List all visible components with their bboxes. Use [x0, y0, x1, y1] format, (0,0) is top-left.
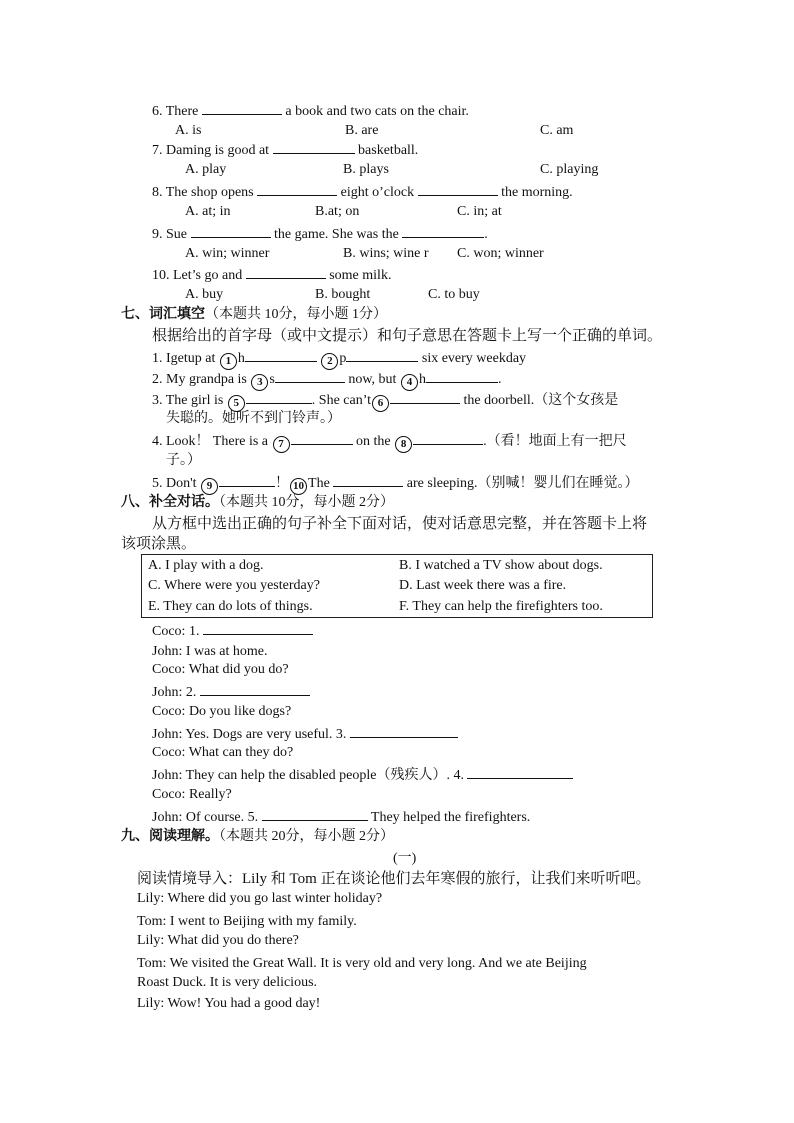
choice-d: D. Last week there was a fire.	[399, 578, 567, 593]
circled-number: 2	[321, 353, 338, 370]
question-text: 8. The shop opens	[152, 185, 258, 200]
option-c: C. to buy	[428, 287, 480, 302]
question-text: on the	[352, 434, 395, 449]
answer-blank	[191, 224, 271, 238]
question-text: the doorbell.（这个女孩是	[460, 393, 619, 408]
choice-f: F. They can help the firefighters too.	[399, 599, 603, 614]
answer-blank	[245, 348, 317, 362]
circled-number: 5	[228, 395, 245, 412]
option-b: B.at; on	[315, 204, 360, 219]
vocab-question-3-cont: 失聪的。她听不到门铃声。）	[166, 411, 341, 426]
question-text: eight o’clock	[337, 185, 418, 200]
question-text: 9. Sue	[152, 227, 191, 242]
dialogue-line	[152, 703, 291, 721]
question-text: 5. Don't	[152, 476, 201, 491]
answer-blank	[275, 369, 345, 383]
question-text: .	[484, 227, 488, 242]
option-a: A. buy	[185, 287, 224, 302]
question-text: basketball.	[354, 143, 419, 158]
section-title: 七、词汇填空	[121, 307, 205, 322]
question-text: are sleeping.（别喊！婴儿们在睡觉。）	[403, 476, 639, 491]
circled-number: 3	[251, 374, 268, 391]
choice-e: E. They can do lots of things.	[148, 599, 313, 614]
option-b: B. wins; wine r	[343, 246, 429, 261]
answer-blank	[202, 101, 282, 115]
vocab-question-4-cont: 子。）	[166, 453, 201, 468]
answer-blank	[246, 390, 312, 404]
section-7-heading	[121, 306, 387, 324]
option-b: B. bought	[315, 287, 371, 302]
reading-intro: 阅读情境导入：Lily 和 Tom 正在谈论他们去年寒假的旅行，让我们来听听吧。	[137, 871, 651, 887]
passage-line: Lily: Where did you go last winter holiday?	[137, 891, 383, 906]
section-note: （本题共 10分，每小题 1分）	[205, 307, 387, 322]
dialogue-text: John: Of course. 5.	[152, 810, 262, 825]
answer-blank	[402, 224, 484, 238]
option-c: C. am	[540, 123, 574, 138]
choice-b: B. I watched a TV show about dogs.	[399, 558, 603, 573]
section-8-heading	[121, 494, 394, 512]
initial-letter: h	[418, 372, 426, 387]
answer-blank	[219, 473, 275, 487]
passage-line: Tom: I went to Beijing with my family.	[137, 914, 357, 929]
dialogue-line	[152, 661, 289, 679]
question-8	[152, 182, 573, 202]
choice-a: A. I play with a dog.	[148, 558, 264, 573]
answer-blank	[262, 807, 368, 821]
circled-number: 9	[201, 478, 218, 495]
answer-blank	[246, 265, 326, 279]
section-7-instruction: 根据给出的首字母（或中文提示）和句子意思在答题卡上写一个正确的单词。	[152, 328, 663, 344]
question-text: 7. Daming is good at	[152, 143, 273, 158]
question-text: some milk.	[325, 268, 392, 283]
vocab-question-2	[152, 369, 501, 391]
dialogue-line	[152, 724, 458, 744]
section-note: （本题共 10分，每小题 2分）	[219, 495, 394, 510]
passage-line: Lily: What did you do there?	[137, 933, 299, 948]
answer-blank	[413, 431, 483, 445]
answer-blank	[390, 390, 460, 404]
option-b: B. plays	[343, 162, 389, 177]
question-text: 3. The girl is	[152, 393, 227, 408]
circled-number: 4	[401, 374, 418, 391]
dialogue-text: Coco: What did you do?	[152, 662, 289, 677]
passage-line: Tom: We visited the Great Wall. It is very old and very long. And we ate Beijing	[137, 956, 587, 971]
section-8-instruction-cont: 该项涂黑。	[121, 536, 197, 552]
option-a: A. is	[175, 123, 202, 138]
question-text: 10. Let’s go and	[152, 268, 246, 283]
question-text: the morning.	[497, 185, 573, 200]
vocab-question-3	[152, 390, 618, 412]
dialogue-line	[152, 682, 310, 702]
dialogue-line	[152, 765, 573, 785]
dialogue-line	[152, 744, 293, 762]
question-text: 4. Look！ There is a	[152, 434, 272, 449]
answer-blank	[200, 682, 310, 696]
option-a: A. play	[185, 162, 227, 177]
passage-line: Lily: Wow! You had a good day!	[137, 996, 321, 1011]
answer-blank	[203, 621, 313, 635]
answer-blank	[350, 724, 458, 738]
question-text: six every weekday	[418, 351, 527, 366]
question-text: ！	[275, 476, 290, 491]
question-text: .（看！地面上有一把尺	[483, 434, 627, 449]
option-b: B. are	[345, 123, 379, 138]
dialogue-text: John: They can help the disabled people（残疾人）. 4.	[152, 768, 468, 783]
question-7	[152, 140, 418, 160]
vocab-question-1	[152, 348, 526, 370]
section-title: 九、阅读理解。	[121, 829, 219, 844]
answer-blank	[467, 765, 573, 779]
question-text: now, but	[344, 372, 400, 387]
choice-c: C. Where were you yesterday?	[148, 578, 320, 593]
answer-blank	[346, 348, 418, 362]
circled-number: 8	[395, 436, 412, 453]
initial-letter: h	[237, 351, 245, 366]
section-9-heading	[121, 828, 394, 846]
question-text: 2. My grandpa is	[152, 372, 251, 387]
question-text: . She can’t	[311, 393, 372, 408]
circled-number: 6	[372, 395, 389, 412]
question-6	[152, 101, 469, 121]
dialogue-text: They helped the firefighters.	[367, 810, 531, 825]
dialogue-line	[152, 643, 267, 661]
dialogue-text: John: 2.	[152, 685, 200, 700]
question-text: a book and two cats on the chair.	[281, 104, 469, 119]
dialogue-line	[152, 807, 530, 827]
circled-number: 10	[290, 478, 307, 495]
section-8-instruction: 从方框中选出正确的句子补全下面对话，使对话意思完整，并在答题卡上将	[152, 516, 648, 532]
passage-number: (一)	[393, 851, 417, 866]
question-text: the game. She was the	[270, 227, 403, 242]
answer-blank	[291, 431, 353, 445]
dialogue-text: John: Yes. Dogs are very useful. 3.	[152, 727, 350, 742]
answer-blank	[418, 182, 498, 196]
dialogue-text: Coco: 1.	[152, 624, 203, 639]
option-c: C. playing	[540, 162, 599, 177]
dialogue-text: Coco: Do you like dogs?	[152, 704, 292, 719]
circled-number: 7	[273, 436, 290, 453]
answer-blank	[257, 182, 337, 196]
vocab-question-4	[152, 431, 627, 453]
option-c: C. in; at	[457, 204, 502, 219]
option-c: C. won; winner	[457, 246, 544, 261]
vocab-question-5	[152, 473, 639, 495]
dialogue-text: Coco: What can they do?	[152, 745, 294, 760]
dialogue-text: Coco: Really?	[152, 787, 232, 802]
circled-number: 1	[220, 353, 237, 370]
answer-blank	[333, 473, 403, 487]
question-10	[152, 265, 391, 285]
passage-line: Roast Duck. It is very delicious.	[137, 975, 318, 990]
question-text: The	[308, 476, 334, 491]
answer-blank	[426, 369, 498, 383]
dialogue-line	[152, 786, 232, 804]
question-text: 1. Igetup at	[152, 351, 219, 366]
question-text: .	[497, 372, 502, 387]
initial-letter: s	[269, 372, 275, 387]
question-text: 6. There	[152, 104, 202, 119]
dialogue-text: John: I was at home.	[152, 644, 268, 659]
option-a: A. at; in	[185, 204, 231, 219]
section-title: 八、补全对话。	[121, 495, 219, 510]
dialogue-line	[152, 621, 313, 641]
section-note: （本题共 20分，每小题 2分）	[219, 829, 394, 844]
initial-letter: p	[339, 351, 347, 366]
answer-blank	[273, 140, 355, 154]
option-a: A. win; winner	[185, 246, 270, 261]
question-9	[152, 224, 488, 244]
